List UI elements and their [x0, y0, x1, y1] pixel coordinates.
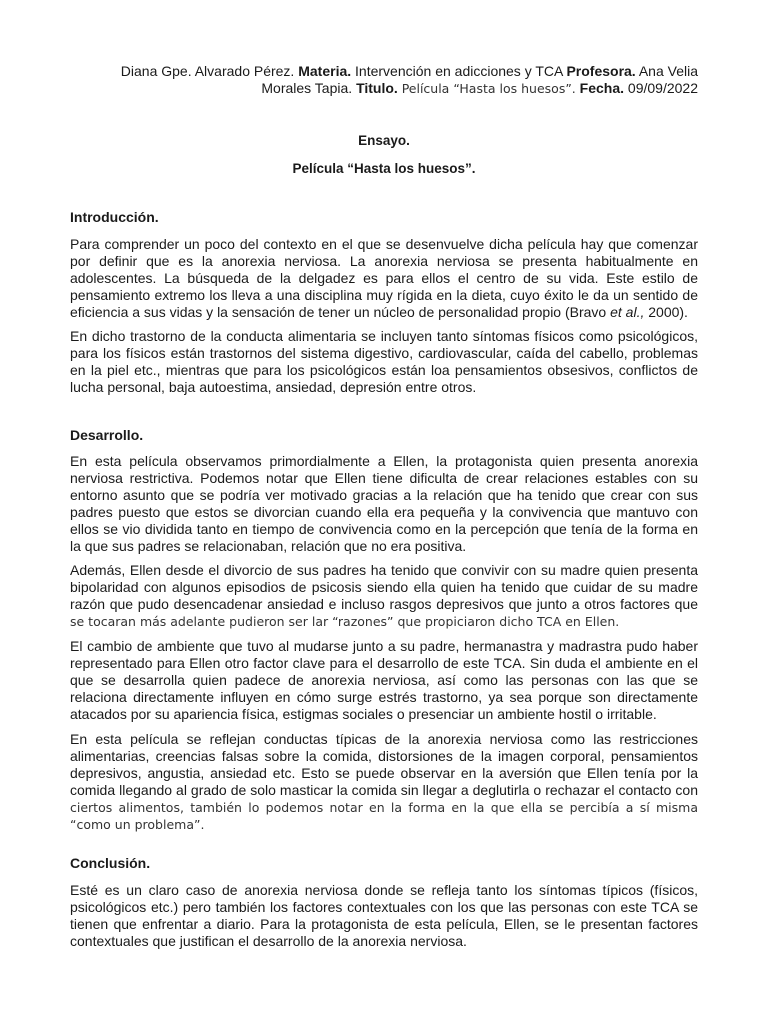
desarrollo-p2-text: Además, Ellen desde el divorcio de sus padres ha tenido que convivir con su madre quien presenta bipolaridad con algunos episodios de psicosis siendo ella quien ha tenido que cuidar de su madre razón que pudo desencadenar ansiedad e incluso rasgos depresivos que junto a otros factores que: [70, 562, 698, 612]
author-name: Diana Gpe. Alvarado Pérez.: [120, 63, 295, 79]
desarrollo-p4-light: ciertos alimentos, también lo podemos notar en la forma en la que ella se percibía a sí misma “como un problema”.: [70, 800, 698, 832]
profesora-value: Ana Velia Morales Tapia.: [261, 63, 698, 96]
profesora-label: Profesora.: [566, 63, 636, 79]
materia-value: Intervención en adicciones y TCA: [355, 63, 563, 79]
intro-p1-end: 2000).: [644, 304, 688, 320]
conclusion-heading: Conclusión.: [70, 855, 151, 871]
desarrollo-heading: Desarrollo.: [70, 427, 144, 443]
desarrollo-p4-text: En esta película se reflejan conductas típicas de la anorexia nerviosa como las restricciones alimentarias, creencias falsas sobre la comida, distorsiones de la imagen corporal, pensamientos depresivos, angustia, ansiedad etc. Esto se puede observar en la aversión que Ellen tenía por la comida llegando al grado de solo masticar la comida sin llegar a deglutirla o rechazar el contacto con: [70, 731, 698, 798]
fecha-value: 09/09/2022: [627, 80, 698, 96]
document-title: Ensayo.: [358, 133, 410, 148]
conclusion-section: [70, 855, 698, 950]
desarrollo-p2-light: se tocaran más adelante pudieron ser lar “razones” que propiciaron dicho TCA en Ellen.: [70, 614, 620, 629]
document-subtitle: Película “Hasta los huesos”.: [292, 161, 476, 176]
titulo-value: Película “Hasta los huesos”.: [401, 81, 576, 96]
desarrollo-paragraph-1: En esta película observamos primordialmente a Ellen, la protagonista quien presenta anorexia nerviosa restrictiva. Podemos notar que Ellen tiene dificulta de crear relaciones estables con su entorno asunto que se podría ver motivado gracias a la relación que ha tenido que crear con sus padres puesto que estos se divorcian cuando ella era pequeña y la convivencia que mantuvo con ellos se vio dividida tanto en tiempo de convivencia como en la percepción que tenía de la forma en la que sus padres se relacionaban, relación que no era positiva.: [70, 453, 698, 554]
introduction-paragraph-2: En dicho trastorno de la conducta alimentaria se incluyen tanto síntomas físicos como psicológicos, para los físicos están trastornos del sistema digestivo, cardiovascular, caída del cabello, problemas en la piel etc., mientras que para los psicológicos están loa pensamientos obsesivos, conflictos de lucha personal, baja autoestima, ansiedad, depresión entre otros.: [70, 328, 698, 395]
intro-p1-italic: et al.,: [610, 304, 645, 320]
desarrollo-section: [70, 427, 698, 833]
introduction-section: [70, 209, 698, 396]
document-header: [98, 63, 698, 97]
desarrollo-paragraph-4: [70, 731, 698, 833]
introduction-paragraph-1: [70, 236, 698, 321]
introduction-heading: Introducción.: [70, 209, 159, 225]
titulo-label: Titulo.: [356, 80, 398, 96]
intro-p1-text: Para comprender un poco del contexto en el que se desenvuelve dicha película hay que comenzar por definir que es la anorexia nerviosa. La anorexia nerviosa se presenta habitualmente en adolescentes. La búsqueda de la delgadez es para ellos el centro de su vida. Este estilo de pensamiento extremo los lleva a una disciplina muy rígida en la dieta, cuyo éxito le da un sentido de eficiencia a sus vidas y la sensación de tener un núcleo de personalidad propio (Bravo: [70, 236, 698, 320]
desarrollo-paragraph-2: [70, 562, 698, 630]
materia-label: Materia.: [298, 63, 352, 79]
fecha-label: Fecha.: [579, 80, 625, 96]
conclusion-paragraph-1: Esté es un claro caso de anorexia nerviosa donde se refleja tanto los síntomas típicos (físicos, psicológicos etc.) pero también los factores contextuales con los que las personas con este TCA se tienen que enfrentar a diario. Para la protagonista de esta película, Ellen, se le presentan factores contextuales que justifican el desarrollo de la anorexia nerviosa.: [70, 882, 698, 949]
desarrollo-paragraph-3: El cambio de ambiente que tuvo al mudarse junto a su padre, hermanastra y madrastra pudo haber representado para Ellen otro factor clave para el desarrollo de este TCA. Sin duda el ambiente en el que se desarrolla quien padece de anorexia nerviosa, así como las personas con las que se relaciona directamente influyen en cómo surge estrés trastorno, ya sea porque son directamente atacados por su apariencia física, estigmas sociales o presenciar un ambiente hostil o irritable.: [70, 638, 698, 722]
